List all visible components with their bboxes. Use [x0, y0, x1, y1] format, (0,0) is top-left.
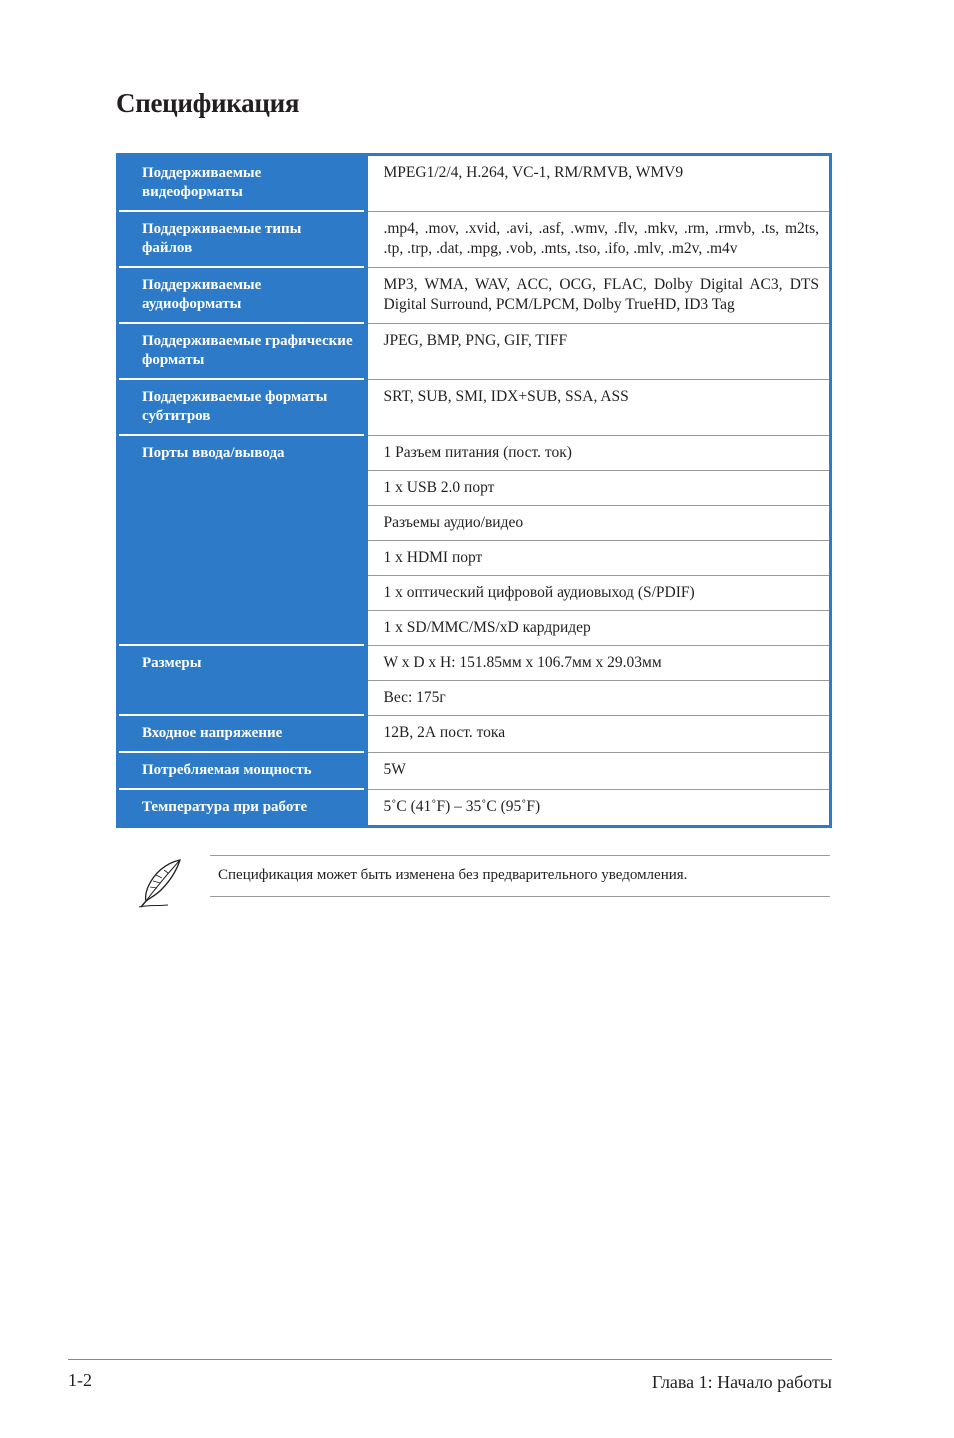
spec-value-port: 1 x USB 2.0 порт: [366, 470, 831, 505]
spec-label-dimensions: Размеры: [118, 645, 366, 715]
spec-label-ports: Порты ввода/вывода: [118, 435, 366, 645]
spec-label-video: Поддерживаемые видеоформаты: [118, 155, 366, 212]
spec-label-files: Поддерживаемые типы файлов: [118, 211, 366, 267]
spec-value-port: 1 x HDMI порт: [366, 540, 831, 575]
spec-value-audio: MP3, WMA, WAV, ACC, OCG, FLAC, Dolby Digital AC3, DTS Digital Surround, PCM/LPCM, Dolby TrueHD, ID3 Tag: [366, 267, 831, 323]
spec-row-subtitles: [118, 379, 831, 435]
spec-row-power: [118, 752, 831, 789]
chapter-title: Глава 1: Начало работы: [651, 1372, 832, 1392]
spec-label-graphics: Поддерживаемые графические форматы: [118, 323, 366, 379]
spec-value-input-voltage: 12В, 2А пост. тока: [366, 715, 831, 752]
spec-label-temperature: Температура при работе: [118, 789, 366, 827]
spec-label-subtitles: Поддерживаемые форматы субтитров: [118, 379, 366, 435]
page-title: Спецификация: [116, 88, 300, 118]
spec-row-video: [118, 155, 831, 212]
spec-value-graphics: JPEG, BMP, PNG, GIF, TIFF: [366, 323, 831, 379]
note-box: [210, 855, 830, 897]
spec-row-graphics: [118, 323, 831, 379]
spec-row-files: [118, 211, 831, 267]
spec-label-input-voltage: Входное напряжение: [118, 715, 366, 752]
spec-value-files: .mp4, .mov, .xvid, .avi, .asf, .wmv, .flv, .mkv, .rm, .rmvb, .ts, m2ts, .tp, .trp, .dat, .mpg, .vob, .mts, .tso, .ifo, .mlv, .m2v, .m4v: [366, 211, 831, 267]
spec-value-port: 1 x SD/MMC/MS/xD кардридер: [366, 610, 831, 645]
spec-value-temperature: 5˚C (41˚F) – 35˚C (95˚F): [366, 789, 831, 827]
spec-value-subtitles: SRT, SUB, SMI, IDX+SUB, SSA, ASS: [366, 379, 831, 435]
spec-value-power: 5W: [366, 752, 831, 789]
spec-label-audio: Поддерживаемые аудиоформаты: [118, 267, 366, 323]
spec-row-audio: [118, 267, 831, 323]
spec-value-video: MPEG1/2/4, H.264, VC-1, RM/RMVB, WMV9: [366, 155, 831, 212]
spec-value-weight: Вес: 175г: [366, 680, 831, 715]
footer-divider: [68, 1359, 832, 1360]
note-text: Спецификация может быть изменена без предварительного уведомления.: [218, 867, 688, 883]
spec-row-dimensions: [118, 645, 831, 680]
note-block: [130, 855, 832, 911]
specification-table: [116, 153, 832, 828]
spec-row-temperature: [118, 789, 831, 827]
feather-pen-icon: [136, 857, 186, 909]
spec-row-ports: [118, 435, 831, 470]
page-number: 1-2: [68, 1370, 92, 1390]
spec-value-dimensions: W x D x H: 151.85мм x 106.7мм x 29.03мм: [366, 645, 831, 680]
spec-row-input-voltage: [118, 715, 831, 752]
spec-value-port: 1 x оптический цифровой аудиовыход (S/PDIF): [366, 575, 831, 610]
spec-label-power: Потребляемая мощность: [118, 752, 366, 789]
spec-value-port: Разъемы аудио/видео: [366, 505, 831, 540]
spec-value-port: 1 Разъем питания (пост. ток): [366, 435, 831, 470]
